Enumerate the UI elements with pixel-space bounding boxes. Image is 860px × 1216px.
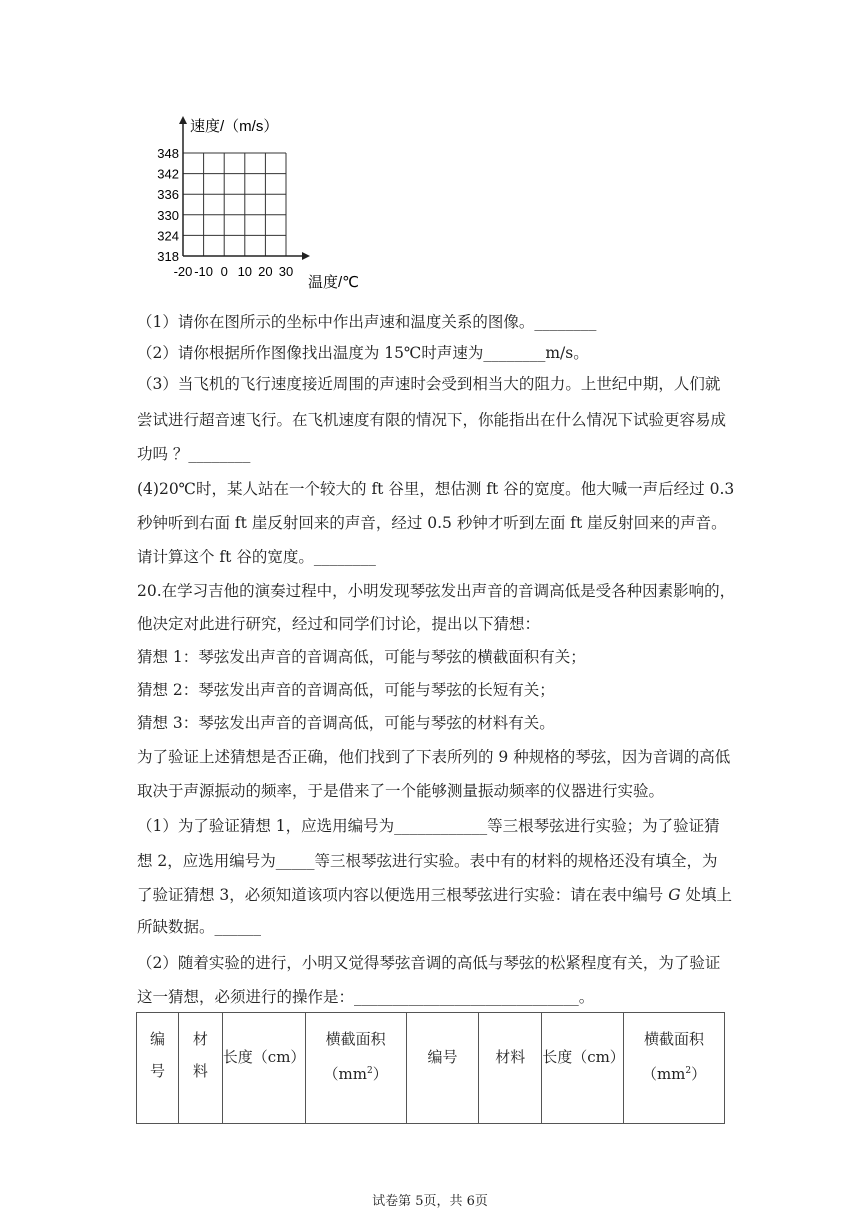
- th-material-b: 材料: [479, 1013, 542, 1124]
- q19-part4-line2: 秒钟听到右面 ft 崖反射回来的声音，经过 0.5 秒钟才听到左面 ft 崖反射回来的声音。: [137, 514, 727, 532]
- q20-line3: 为了验证上述猜想是否正确，他们找到了下表所列的 9 种规格的琴弦，因为音调的高低: [137, 748, 731, 766]
- y-axis-arrow: [179, 116, 187, 124]
- q19-part3-line1: （3）当飞机的飞行速度接近周围的声速时会受到相当大的阻力。上世纪中期，人们就: [137, 375, 721, 393]
- table-header-row: [137, 1013, 725, 1124]
- q20-guess1: 猜想 1：琴弦发出声音的音调高低，可能与琴弦的横截面积有关；: [137, 648, 586, 666]
- x-tick-label: -20: [173, 264, 193, 279]
- y-tick-label: 336: [157, 187, 179, 203]
- string-spec-table: [136, 1012, 725, 1124]
- th-length-b: 长度（cm）: [542, 1013, 624, 1124]
- q20-line2: 他决定对此进行研究，经过和同学们讨论，提出以下猜想：: [137, 615, 541, 633]
- q20-sub1-line3-b: 处填上: [680, 886, 733, 904]
- q20-sub2-line1: （2）随着实验的进行，小明又觉得琴弦音调的高低与琴弦的松紧程度有关，为了验证: [137, 954, 721, 972]
- th-area-b: 横截面积 $(mm^2)$: [624, 1013, 725, 1124]
- x-tick-label: -10: [194, 264, 213, 279]
- q19-part3-line2: 尝试进行超音速飞行。在飞机速度有限的情况下，你能指出在什么情况下试验更容易成: [137, 411, 727, 429]
- y-tick-label: 330: [157, 207, 179, 223]
- x-axis-arrow: [302, 252, 310, 260]
- x-tick-label: 0: [220, 264, 228, 279]
- x-axis-label: 温度/℃: [308, 274, 360, 291]
- q20-guess2: 猜想 2：琴弦发出声音的音调高低，可能与琴弦的长短有关；: [137, 681, 555, 699]
- q19-part1: （1）请你在图所示的坐标中作出声速和温度关系的图像。________: [137, 313, 597, 331]
- y-tick-label: 318: [157, 249, 179, 264]
- y-tick-labels: [157, 146, 179, 264]
- th-area-a: 横截面积 $(mm^2)$: [305, 1013, 406, 1124]
- q20-line1: 20.在学习吉他的演奏过程中，小明发现琴弦发出声音的音调高低是受各种因素影响的，: [137, 582, 736, 600]
- x-tick-label: 10: [237, 264, 253, 279]
- q20-sub1-line2: 想 2，应选用编号为_____等三根琴弦进行实验。表中有的材料的规格还没有填全，为: [137, 852, 718, 870]
- q19-part3-line3: 功吗 ？________: [137, 445, 251, 463]
- y-tick-label: 342: [157, 166, 179, 182]
- page-footer: 试卷第 5页，共 6页: [372, 1194, 488, 1209]
- speed-temperature-chart: [140, 108, 380, 298]
- x-tick-label: 30: [278, 264, 294, 279]
- q20-sub1-line3-a: 了验证猜想 3，必须知道该项内容以便选用三根琴弦进行实验：请在表中编号: [137, 886, 669, 904]
- th-number-b: 编号: [406, 1013, 479, 1124]
- q20-sub1-line3: [137, 888, 732, 904]
- q19-part4-line1: (4)20℃时，某人站在一个较大的 ft 谷里，想估测 ft 谷的宽度。他大喊一声后经过 0.3: [137, 480, 735, 498]
- chart-grid: [183, 153, 286, 256]
- q20-sub1-line4: 所缺数据。______: [137, 918, 262, 936]
- q20-sub1-line1: （1）为了验证猜想 1，应选用编号为____________等三根琴弦进行实验；为了验证猜: [137, 817, 720, 835]
- q20-sub1-line3-g: G: [668, 886, 681, 904]
- x-tick-label: 20: [258, 264, 273, 279]
- y-tick-label: 324: [157, 228, 179, 244]
- y-axis-label: 速度/（m/s）: [190, 118, 279, 135]
- th-number-a: 编 号: [137, 1013, 179, 1124]
- th-material-a: 材 料: [178, 1013, 222, 1124]
- th-length-a: 长度（cm）: [222, 1013, 305, 1124]
- q19-part4-line3: 请计算这个 ft 谷的宽度。________: [137, 548, 376, 566]
- q20-guess3: 猜想 3：琴弦发出声音的音调高低，可能与琴弦的材料有关。: [137, 714, 555, 732]
- q20-line4: 取决于声源振动的频率，于是借来了一个能够测量振动频率的仪器进行实验。: [137, 782, 665, 800]
- x-tick-labels: [174, 264, 294, 279]
- y-tick-label: 348: [157, 146, 179, 161]
- q19-part2: （2）请你根据所作图像找出温度为 15℃时声速为________m/s。: [137, 344, 589, 362]
- q20-sub2-line2: 这一猜想，必须进行的操作是：_____________________________。: [137, 988, 595, 1006]
